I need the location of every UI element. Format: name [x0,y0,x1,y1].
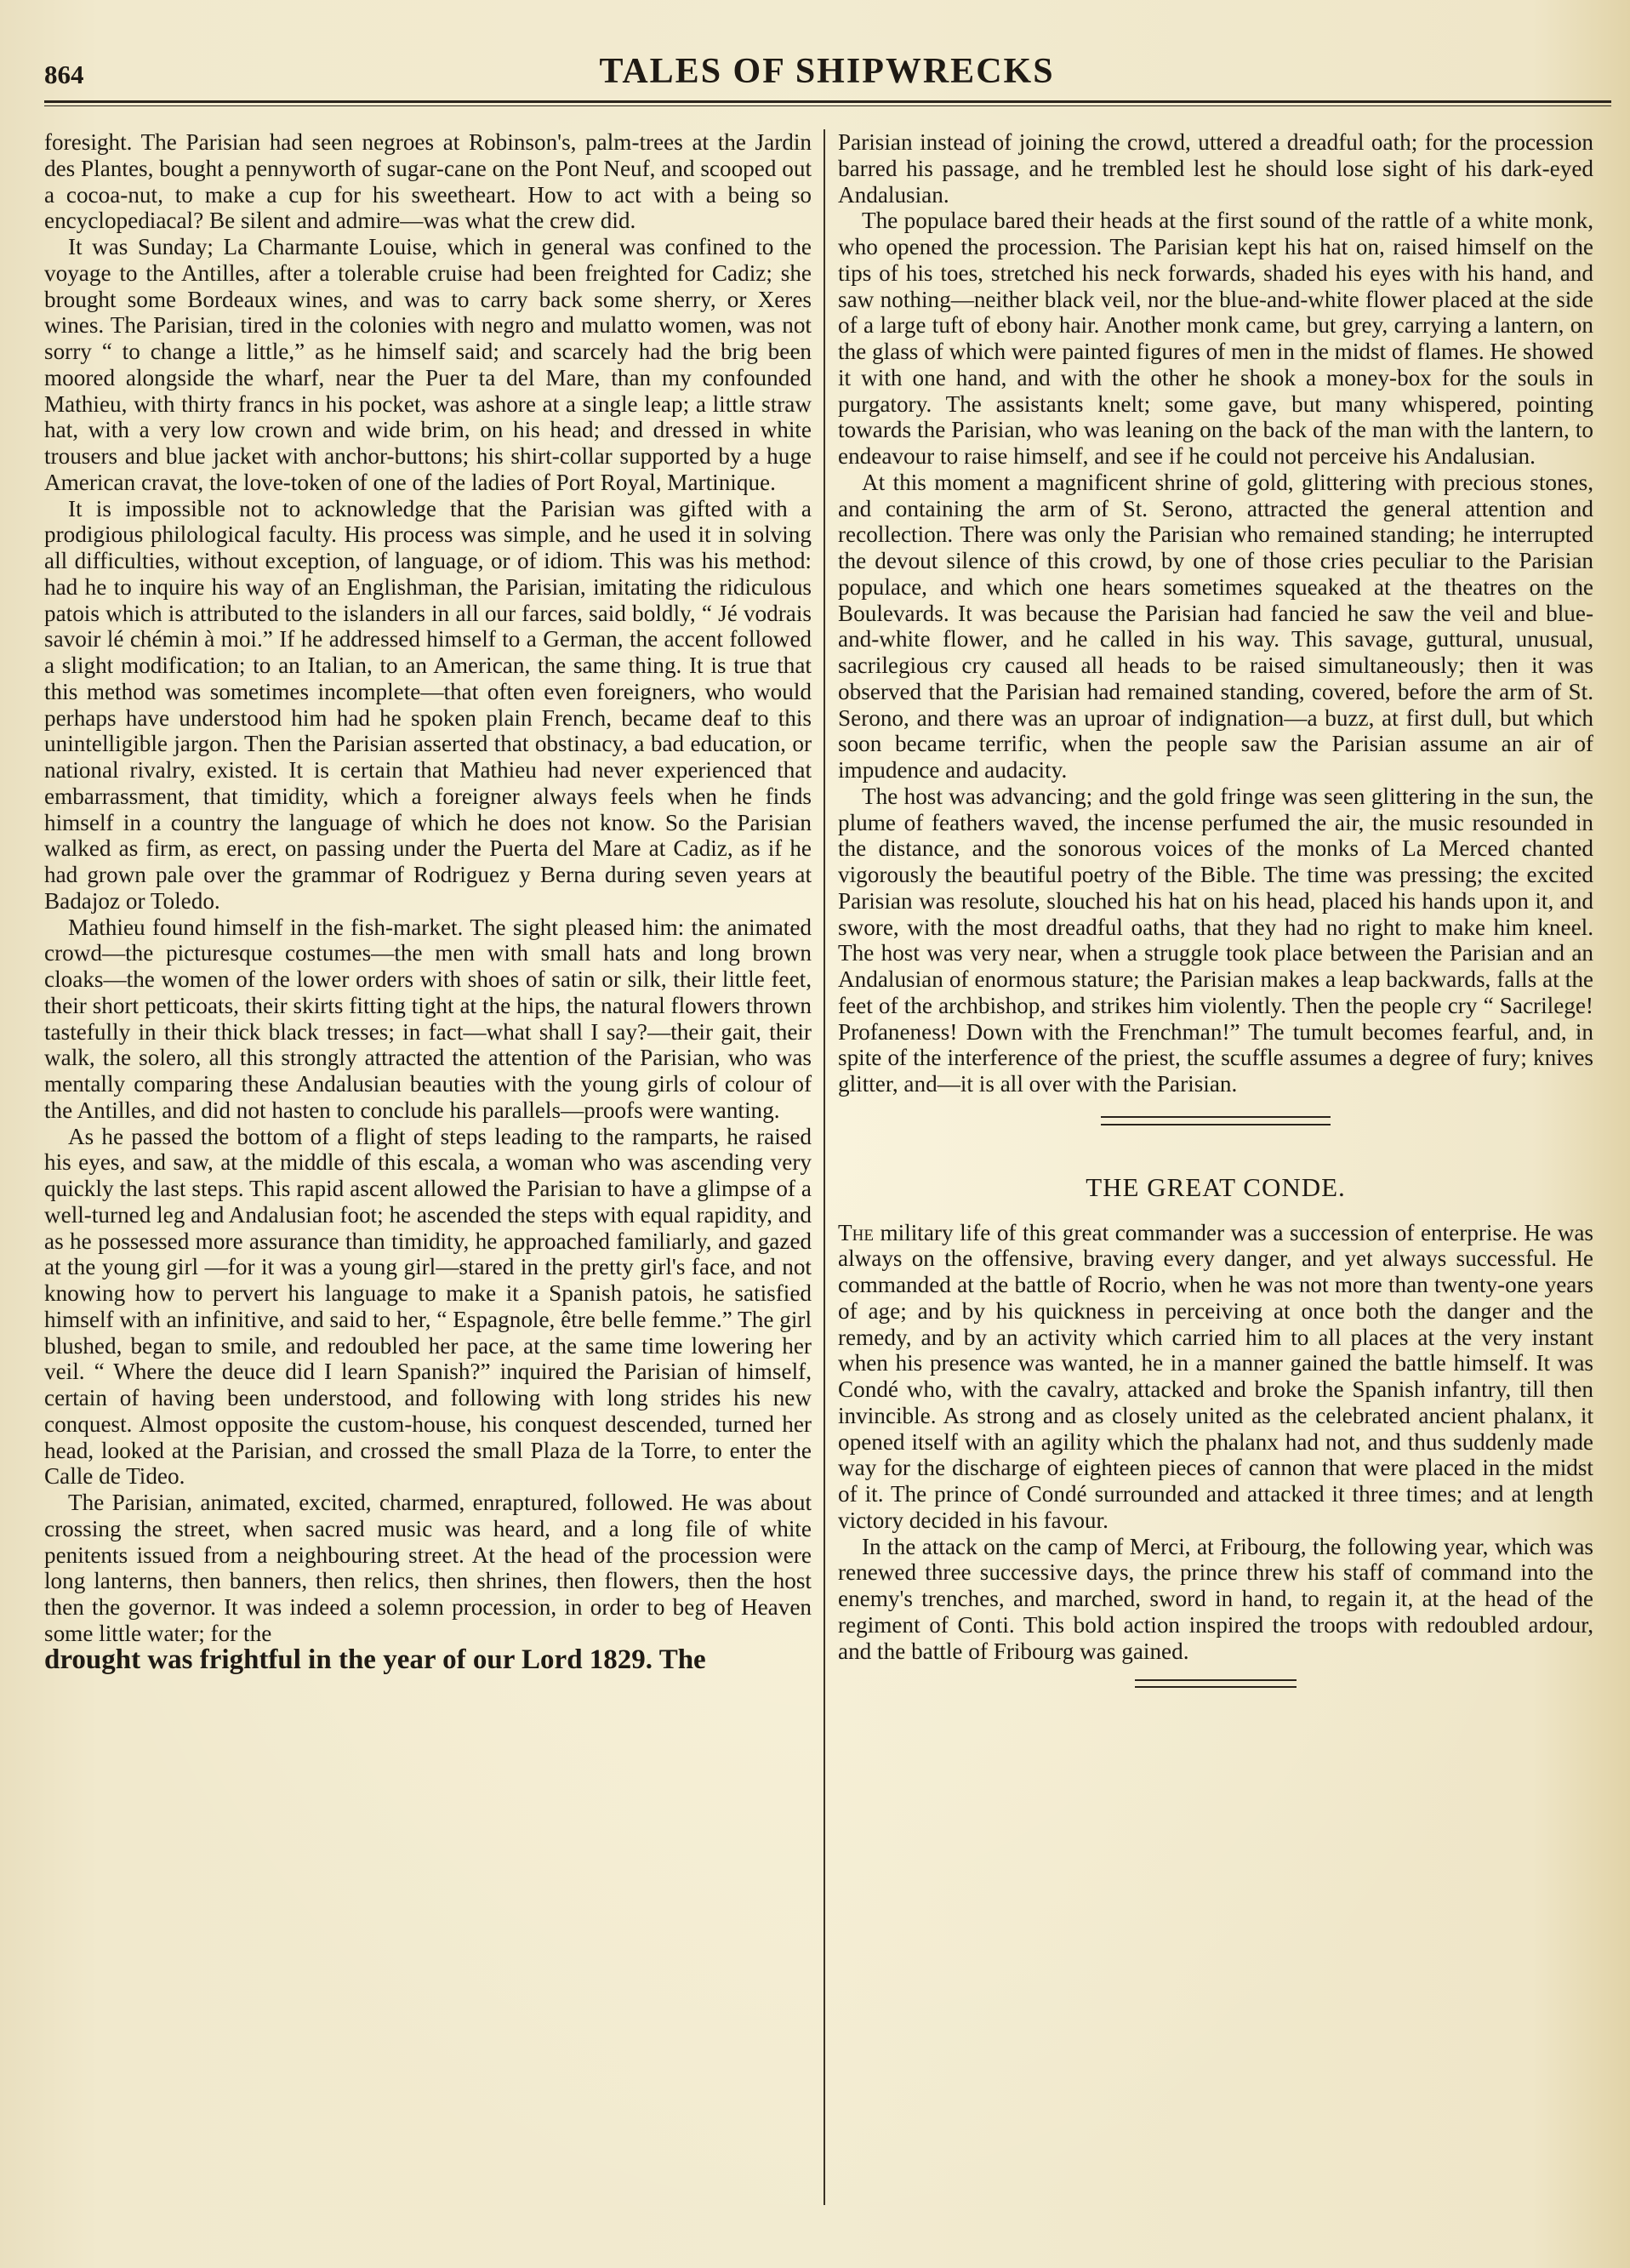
paragraph: At this moment a magnificent shrine of gold, glittering with precious stones, and containing the arm of St. Serono, attracted the general attention and recollection. There was only the Parisian who remained standing; he interrupted the devout silence of this crowd, by one of those cries peculiar to the Parisian populace, and which one hears sometimes squeaked at the theatres on the Boulevards. It was because the Parisian had fancied he saw the veil and blue-and-white flower, and he called in his way. This savage, guttural, unusual, sacrilegious cry caused all heads to be raised simultaneously; then it was observed that the Parisian had remained standing, covered, before the arm of St. Serono, and there was an uproar of indignation—a buzz, at first dull, but which soon became terrific, when the people saw the Parisian assume an air of impudence and audacity. [838,469,1593,783]
paragraph: Parisian instead of joining the crowd, uttered a dreadful oath; for the procession barred his passage, and he trembled lest he should lose sight of his dark-eyed Andalusian. [838,129,1593,208]
paragraph: It was Sunday; La Charmante Louise, which in general was confined to the voyage to the Antilles, after a tolerable cruise had been freighted for Cadiz; she brought some Bordeaux wines, and was to carry back some sherry, or Xeres wines. The Parisian, tired in the colonies with negro and mulatto women, was not sorry “ to change a little,” as he himself said; and scarcely had the brig been moored alongside the wharf, near the Puer ta del Mare, than my confounded Mathieu, with thirty francs in his pocket, was ashore at a single leap; a little straw hat, with a very low crown and wide brim, on his head; and dressed in white trousers and blue jacket with anchor-buttons; his shirt-collar supported by a huge American cravat, the love-token of one of the ladies of Port Royal, Martinique. [44,234,812,495]
paragraph: The Parisian, animated, excited, charmed, enraptured, followed. He was about crossing the street, when sacred music was heard, and a long file of white penitents issued from a neighbouring street. At the head of the procession were long lanterns, then banners, then relics, then shrines, then flowers, then the host then the governor. It was indeed a solemn procession, in order to beg of Heaven some little water; for the [44,1490,812,1646]
header-rule-thin [44,105,1611,106]
right-column [838,129,1593,1688]
paragraph-last-line: drought was frightful in the year of our Lord 1829. The [44,1644,706,1675]
section-paragraph [838,1220,1593,1534]
header-rule-thick [44,100,1611,103]
section-first-word: The [838,1219,874,1245]
column-divider [824,129,825,2205]
section-paragraph: In the attack on the camp of Merci, at Fribourg, the following year, which was renewed three successive days, the prince threw his staff of command into the enemy's trenches, and marched, sword in hand, to regain it, at the head of the regiment of Conti. This bold action inspired the troops with redoubled ardour, and the battle of Fribourg was gained. [838,1533,1593,1664]
running-title: TALES OF SHIPWRECKS [599,52,1055,91]
paragraph: foresight. The Parisian had seen negroes at Robinson's, palm-trees at the Jardin des Plantes, bought a pennyworth of sugar-cane on the Pont Neuf, and scooped out a cocoa-nut, to make a cup for his sweetheart. How to act with a being so encyclopediacal? Be silent and admire—was what the crew did. [44,129,812,234]
paragraph: Mathieu found himself in the fish-market. The sight pleased him: the animated crowd—the picturesque costumes—the men with small hats and long brown cloaks—the women of the lower orders with shoes of satin or silk, their little feet, their short petticoats, their skirts fitting tight at the hips, the natural flowers thrown tastefully in their thick black tresses; in fact—what shall I say?—their gait, their walk, the solero, all this strongly attracted the attention of the Parisian, who was mentally comparing these Andalusian beauties with the young girls of colour of the Antilles, and did not hasten to conclude his parallels—proofs were wanting. [44,914,812,1123]
paragraph: As he passed the bottom of a flight of steps leading to the ramparts, he raised his eyes, and saw, at the middle of this escala, a woman who was ascending very quickly the last steps. This rapid ascent allowed the Parisian to have a glimpse of a well-turned leg and Andalusian foot; he ascended the steps with equal rapidity, and as he possessed more assurance than timidity, he approached familiarly, and gazed at the young girl —for it was a young girl—stared in the pretty girl's face, and not knowing how to pervert his language to make it a Spanish patois, he satisfied himself with an infinitive, and said to her, “ Espagnole, être belle femme.” The girl blushed, began to smile, and redoubled her pace, at the same time lowering her veil. “ Where the deuce did I learn Spanish?” inquired the Parisian of himself, certain of having been understood, and following with long strides his new conquest. Almost opposite the custom-house, his conquest descended, turned her head, looked at the Parisian, and crossed the small Plaza de la Torre, to enter the Calle de Tideo. [44,1123,812,1490]
section-title: THE GREAT CONDE. [1086,1171,1346,1202]
page-header [44,51,1610,94]
left-column [44,129,812,1673]
paragraph: The host was advancing; and the gold fringe was seen glittering in the sun, the plume of feathers waved, the incense perfumed the air, the music resounded in the distance, and the sonorous voices of the monks of La Merced chanted vigorously the beautiful poetry of the Bible. The time was pressing; the excited Parisian was resolute, slouched his hat on his head, placed his hands upon it, and swore, with the most dreadful oaths, that they had no right to make him kneel. The host was very near, when a struggle took place between the Parisian and an Andalusian of enormous stature; the Parisian makes a leap backwards, falls at the feet of the archbishop, and strikes him violently. Then the people cry “ Sacrilege! Profaneness! Down with the Frenchman!” The tumult becomes fearful, and, in spite of the interference of the priest, the scuffle assumes a degree of fury; knives glitter, and—it is all over with the Parisian. [838,783,1593,1097]
end-rule [1135,1679,1297,1688]
section-paragraph-text: military life of this great commander was a succession of enterprise. He was always on the offensive, braving every danger, and yet always successful. He commanded at the battle of Rocrio, when he was not more than twenty-one years of age; and by his quickness in perceiving at once both the danger and the remedy, and by an activity which carried him to all places at the very instant when his presence was wanted, he in a manner gained the battle himself. It was Condé who, with the cavalry, attacked and broke the Spanish infantry, till then invincible. As strong and as closely united as the celebrated ancient phalanx, it opened itself with an agility which the phalanx had not, and thus suddenly made way for the discharge of eighteen pieces of cannon that were placed in the midst of it. The prince of Condé surrounded and attacked it three times; and at length victory decided in his favour. [838,1219,1593,1533]
page-number: 864 [44,60,84,89]
paragraph: It is impossible not to acknowledge that the Parisian was gifted with a prodigious philological faculty. His process was simple, and he used it in solving all difficulties, without exception, of language, or of idiom. This was his method: had he to inquire his way of an Englishman, the Parisian, imitating the ridiculous patois which is attributed to the islanders in all our farces, said boldly, “ Jé vodrais savoir lé chémin à moi.” If he addressed himself to a German, the accent followed a slight modification; to an Italian, to an American, the same thing. It is true that this method was sometimes incomplete—that often even foreigners, who would perhaps have understood him had he spoken plain French, became deaf to this unintelligible jargon. Then the Parisian asserted that obstinacy, a bad education, or national rivalry, existed. It is certain that Mathieu had never experienced that embarrassment, that timidity, which a foreigner always feels when he finds himself in a country the language of which he does not know. So the Parisian walked as firm, as erect, on passing under the Puerta del Mare at Cadiz, as if he had grown pale over the grammar of Rodriguez y Berna during seven years at Badajoz or Toledo. [44,495,812,914]
paragraph: The populace bared their heads at the first sound of the rattle of a white monk, who opened the procession. The Parisian kept his hat on, raised himself on the tips of his toes, stretched his neck forwards, shaded his eyes with his hand, and saw nothing—neither black veil, nor the blue-and-white flower placed at the side of a large tuft of ebony hair. Another monk came, but grey, carrying a lantern, on the glass of which were painted figures of men in the midst of flames. He showed it with one hand, and with the other he shook a money-box for the souls in purgatory. The assistants knelt; some gave, but many whispered, pointing towards the Parisian, who was leaning on the back of the man with the lantern, to endeavour to raise himself, and see if he could not perceive his Andalusian. [838,208,1593,469]
section-separator-rule [1101,1116,1331,1125]
